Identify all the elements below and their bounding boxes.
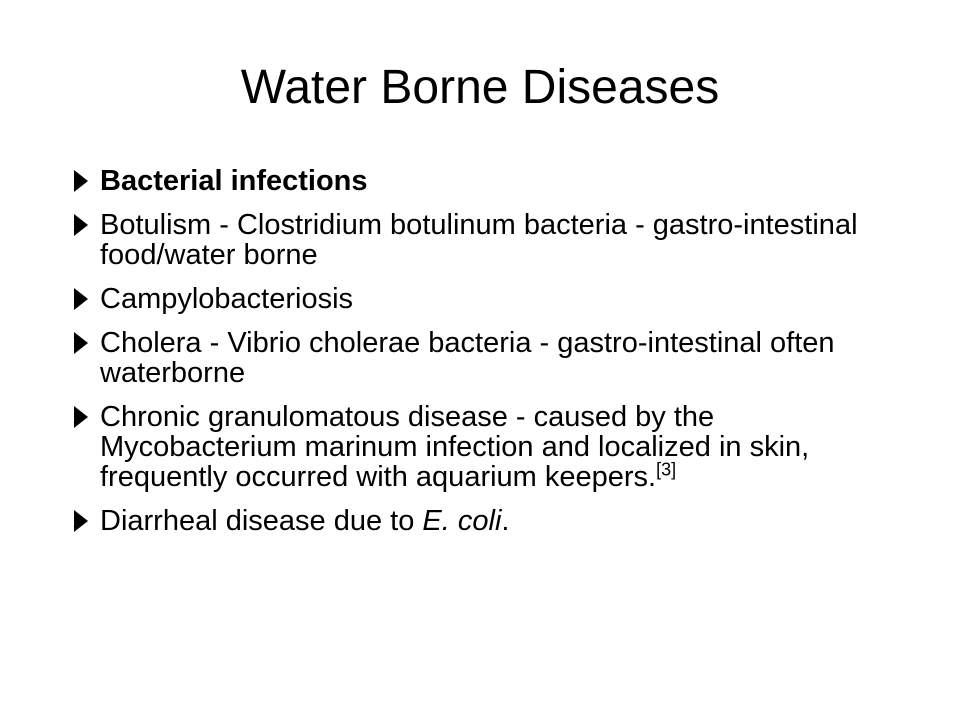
bullet-text: Chronic granulomatous disease - caused by the Mycobacterium marinum infection and localized in skin, frequently occurred with aquarium keepers. <box>100 401 810 493</box>
bullet-text-before: Diarrheal disease due to <box>100 505 423 537</box>
bullet-item <box>72 328 872 388</box>
triangle-right-icon <box>74 288 88 310</box>
triangle-right-icon <box>74 510 88 532</box>
bullet-list <box>72 166 872 550</box>
bullet-item <box>72 284 872 314</box>
triangle-right-icon <box>74 332 88 354</box>
triangle-right-icon <box>74 406 88 428</box>
bullet-item <box>72 506 872 536</box>
triangle-right-icon <box>74 214 88 236</box>
citation-superscript: [3] <box>656 459 677 480</box>
bullet-text: Bacterial infections <box>100 165 368 197</box>
bullet-text-after: . <box>501 505 510 537</box>
bullet-text: Campylobacteriosis <box>100 283 354 315</box>
slide-title: Water Borne Diseases <box>240 61 720 114</box>
bullet-item <box>72 166 872 196</box>
bullet-text: Botulism - Clostridium botulinum bacteria - gastro-intestinal food/water borne <box>100 209 858 271</box>
bullet-text-italic: E. coli <box>422 505 502 537</box>
bullet-text: Cholera - Vibrio cholerae bacteria - gastro-intestinal often waterborne <box>100 327 835 389</box>
bullet-item <box>72 402 872 492</box>
triangle-right-icon <box>74 170 88 192</box>
bullet-item <box>72 210 872 270</box>
